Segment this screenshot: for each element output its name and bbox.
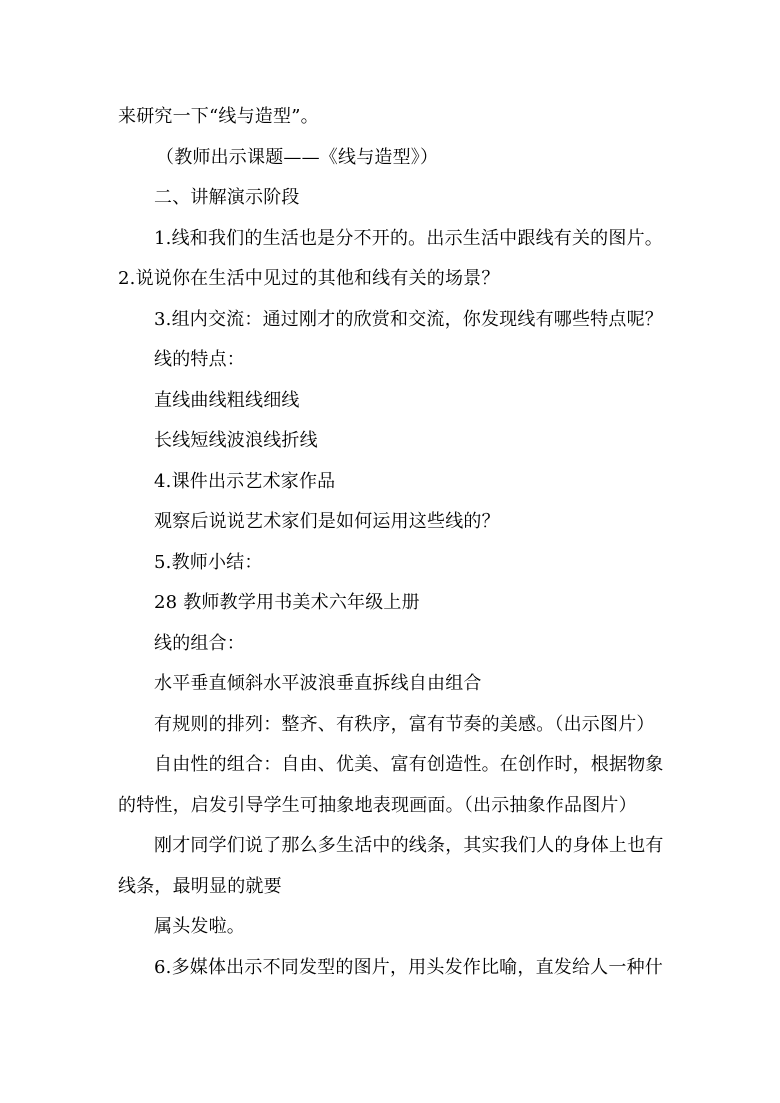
paragraph-step-4: 4.课件出示艺术家作品 [154, 470, 336, 492]
paragraph-step-3: 3.组内交流：通过刚才的欣赏和交流，你发现线有哪些特点呢？ [154, 308, 663, 330]
paragraph-step-6: 6.多媒体出示不同发型的图片，用头发作比喻，直发给人一种什 [154, 956, 663, 978]
paragraph-observe: 观察后说说艺术家们是如何运用这些线的？ [154, 511, 500, 532]
paragraph-line-combination: 线的组合： [154, 632, 245, 654]
paragraph-step-5: 5.教师小结： [154, 551, 263, 573]
paragraph-body-lines-cont: 线条，最明显的就要 [118, 875, 282, 897]
document-body [118, 97, 674, 988]
paragraph-intro-tail: 来研究一下“线与造型”。 [118, 106, 319, 127]
paragraph-combination-types: 水平垂直倾斜水平波浪垂直拆线自由组合 [154, 673, 482, 694]
paragraph-hair: 属头发啦。 [154, 916, 245, 937]
paragraph-line-types-1: 直线曲线粗线细线 [154, 389, 300, 411]
paragraph-lesson-title: （教师出示课题——《线与造型》） [156, 146, 439, 168]
section-heading-explain: 二、讲解演示阶段 [154, 187, 300, 208]
paragraph-line-types-2: 长线短线波浪线折线 [154, 430, 318, 451]
paragraph-step-2: 2.说说你在生活中见过的其他和线有关的场景？ [118, 268, 500, 289]
paragraph-body-lines: 刚才同学们说了那么多生活中的线条，其实我们人的身体上也有 [154, 835, 664, 856]
paragraph-free-combination: 自由性的组合：自由、优美、富有创造性。在创作时，根据物象 [154, 754, 664, 775]
paragraph-step-1: 1.线和我们的生活也是分不开的。出示生活中跟线有关的图片。 [154, 227, 663, 249]
paragraph-free-combination-cont: 的特性，启发引导学生可抽象地表现画面。（出示抽象作品图片） [118, 794, 637, 816]
paragraph-regular-arrangement: 有规则的排列：整齐、有秩序，富有节奏的美感。（出示图片） [154, 713, 655, 735]
paragraph-book-ref: 28 教师教学用书美术六年级上册 [154, 592, 420, 613]
paragraph-line-features: 线的特点： [154, 349, 245, 370]
